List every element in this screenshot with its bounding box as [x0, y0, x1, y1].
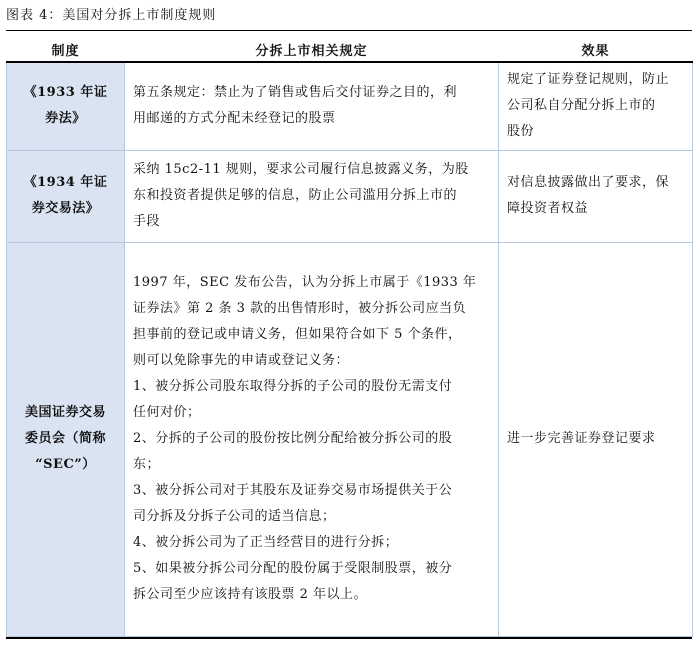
caption-divider	[6, 30, 692, 31]
regulation-line: 4、被分拆公司为了正当经营目的进行分拆；	[133, 535, 399, 550]
row-name-line: 券交易法》	[31, 201, 100, 216]
header-system: 制度	[51, 44, 80, 59]
header-effect: 效果	[581, 44, 610, 59]
regulation-line: 东；	[133, 457, 161, 472]
effect-line: 进一步完善证券登记要求	[507, 431, 656, 446]
effect-line: 股份	[507, 124, 535, 140]
row-regulation-cell	[125, 242, 499, 636]
regulation-line: 则可以免除事先的申请或登记义务：	[133, 353, 350, 368]
regulation-line: 拆公司至少应该持有该股票 2 年以上。	[133, 587, 368, 602]
table-body	[7, 62, 693, 636]
row-regulation-cell	[125, 150, 499, 242]
row-name-cell	[7, 62, 125, 150]
row-name-line: 委员会（简称	[24, 431, 106, 446]
regulation-line: 5、如果被分拆公司分配的股份属于受限制股票，被分	[133, 561, 453, 576]
row-name-line: 券法》	[45, 111, 86, 127]
rules-table	[6, 38, 693, 637]
row-name-cell	[7, 150, 125, 242]
regulation-line: 采纳 15c2-11 规则，要求公司履行信息披露义务，为股	[133, 162, 469, 177]
row-effect-cell	[499, 62, 693, 150]
regulation-line: 1997 年，SEC 发布公告，认为分拆上市属于《1933 年	[133, 275, 477, 290]
table-bottom-rule	[6, 637, 692, 639]
regulation-line: 3、被分拆公司对于其股东及证券交易市场提供关于公	[133, 483, 453, 498]
effect-line: 对信息披露做出了要求，保	[507, 175, 670, 190]
regulation-line: 东和投资者提供足够的信息，防止公司滥用分拆上市的	[133, 188, 458, 203]
effect-line: 障投资者权益	[507, 201, 589, 216]
regulation-line: 第五条规定：禁止为了销售或售后交付证券之目的，利	[133, 85, 458, 101]
row-name-line: 《1934 年证	[23, 175, 108, 190]
regulation-line: 2、分拆的子公司的股份按比例分配给被分拆公司的股	[133, 431, 453, 446]
regulation-line: 证券法》第 2 条 3 款的出售情形时，被分拆公司应当负	[133, 301, 467, 316]
header-regulation: 分拆上市相关规定	[255, 44, 368, 59]
effect-line: 公司私自分配分拆上市的	[507, 98, 656, 114]
regulation-line: 担事前的登记或申请义务，但如果符合如下 5 个条件，	[133, 327, 462, 342]
row-effect-cell	[499, 242, 693, 636]
header-row	[7, 38, 693, 62]
table-row	[7, 150, 693, 242]
row-effect-cell	[499, 150, 693, 242]
row-name-line: 美国证券交易	[24, 405, 106, 420]
row-name-cell	[7, 242, 125, 636]
table-header	[7, 38, 693, 62]
regulation-line: 任何对价；	[133, 405, 201, 420]
effect-line: 规定了证券登记规则，防止	[507, 72, 670, 88]
table-row	[7, 242, 693, 636]
regulation-line: 1、被分拆公司股东取得分拆的子公司的股份无需支付	[133, 379, 453, 394]
regulation-line: 司分拆及分拆子公司的适当信息；	[133, 509, 336, 524]
row-name-line: 《1933 年证	[23, 85, 108, 101]
table-caption: 图表 4：美国对分拆上市制度规则	[6, 8, 217, 23]
row-name-line: “SEC”）	[35, 457, 96, 472]
row-regulation-cell	[125, 62, 499, 150]
regulation-line: 用邮递的方式分配未经登记的股票	[133, 111, 336, 127]
table-row	[7, 62, 693, 150]
regulation-line: 手段	[133, 214, 161, 229]
